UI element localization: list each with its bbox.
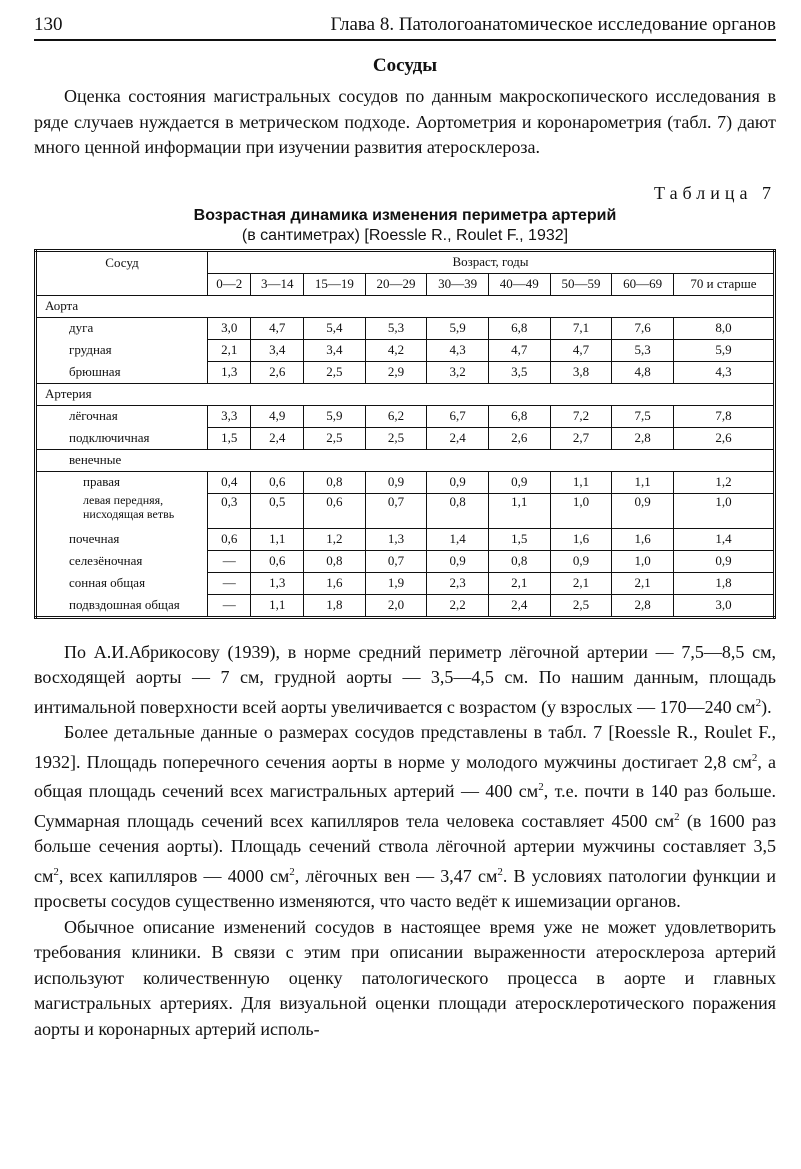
perimeter-value: 2,7	[550, 427, 612, 449]
perimeter-value: 2,5	[550, 594, 612, 617]
perimeter-value: 1,1	[251, 594, 304, 617]
perimeter-value: 2,5	[303, 427, 365, 449]
perimeter-value: 1,4	[427, 528, 489, 550]
perimeter-value: 5,9	[303, 405, 365, 427]
age-group-header: 60—69	[612, 273, 674, 295]
perimeter-value: 2,1	[550, 572, 612, 594]
perimeter-value: 0,4	[208, 471, 251, 493]
perimeter-value: 7,1	[550, 317, 612, 339]
perimeter-value: 0,9	[365, 471, 427, 493]
perimeter-value: 6,8	[488, 317, 550, 339]
perimeter-value: 0,7	[365, 493, 427, 528]
perimeter-value: 0,9	[427, 471, 489, 493]
perimeter-value: 6,7	[427, 405, 489, 427]
group-label: Аорта	[36, 295, 775, 317]
perimeter-value: 3,3	[208, 405, 251, 427]
table-row	[36, 528, 775, 550]
vessel-name: правая	[36, 471, 208, 493]
perimeter-value: 7,8	[673, 405, 774, 427]
vessel-name: почечная	[36, 528, 208, 550]
age-group-header: 70 и старше	[673, 273, 774, 295]
perimeter-value: 3,0	[208, 317, 251, 339]
perimeter-value: 2,1	[612, 572, 674, 594]
vessel-name: селезёночная	[36, 550, 208, 572]
perimeter-value: 3,4	[303, 339, 365, 361]
perimeter-value: 1,6	[612, 528, 674, 550]
perimeter-value: 4,3	[427, 339, 489, 361]
perimeter-value: 3,5	[488, 361, 550, 383]
perimeter-value: 5,3	[365, 317, 427, 339]
section-title: Сосуды	[372, 55, 438, 76]
perimeter-value: 1,0	[612, 550, 674, 572]
age-group-header: 3—14	[251, 273, 304, 295]
perimeter-value: 0,9	[550, 550, 612, 572]
perimeter-value: 1,1	[251, 528, 304, 550]
table-body	[36, 295, 775, 617]
vessel-name: левая передняя, нисходящая ветвь	[36, 493, 208, 528]
perimeter-value: 2,3	[427, 572, 489, 594]
perimeter-value: 0,9	[673, 550, 774, 572]
perimeter-value: 2,5	[365, 427, 427, 449]
page-number: 130	[34, 14, 63, 35]
perimeter-value: 2,4	[427, 427, 489, 449]
chapter-title: Глава 8. Патологоанатомическое исследование органов	[330, 14, 776, 35]
age-group-header: 50—59	[550, 273, 612, 295]
perimeter-value: 2,0	[365, 594, 427, 617]
perimeter-value: 5,9	[673, 339, 774, 361]
perimeter-value: 4,2	[365, 339, 427, 361]
table-row	[36, 572, 775, 594]
table-label: Таблица 7	[654, 182, 776, 203]
perimeter-value: 2,6	[488, 427, 550, 449]
perimeter-value: 1,1	[488, 493, 550, 528]
table-row	[36, 427, 775, 449]
table-row	[36, 317, 775, 339]
perimeter-value: 2,8	[612, 427, 674, 449]
age-column-header: Возраст, годы	[208, 250, 775, 273]
vessel-name: сонная общая	[36, 572, 208, 594]
perimeter-value: 0,9	[612, 493, 674, 528]
vessel-name: лёгочная	[36, 405, 208, 427]
perimeter-value: 5,3	[612, 339, 674, 361]
subgroup-label: венечные	[36, 449, 775, 471]
running-header	[34, 14, 776, 41]
perimeter-value: 1,2	[673, 471, 774, 493]
perimeter-value: —	[208, 550, 251, 572]
perimeter-value: 4,9	[251, 405, 304, 427]
perimeter-value: 1,4	[673, 528, 774, 550]
age-group-header: 15—19	[303, 273, 365, 295]
perimeter-value: 7,5	[612, 405, 674, 427]
table-row	[36, 594, 775, 617]
perimeter-value: 1,1	[550, 471, 612, 493]
table-row	[36, 550, 775, 572]
perimeter-value: 6,2	[365, 405, 427, 427]
perimeter-value: 0,6	[251, 471, 304, 493]
perimeter-value: 2,4	[488, 594, 550, 617]
perimeter-value: 7,2	[550, 405, 612, 427]
perimeter-value: 1,1	[612, 471, 674, 493]
perimeter-value: —	[208, 572, 251, 594]
age-group-header: 30—39	[427, 273, 489, 295]
perimeter-value: 0,9	[427, 550, 489, 572]
age-group-header: 20—29	[365, 273, 427, 295]
perimeter-value: 8,0	[673, 317, 774, 339]
perimeter-value: 7,6	[612, 317, 674, 339]
perimeter-value: 3,4	[251, 339, 304, 361]
perimeter-value: 1,9	[365, 572, 427, 594]
perimeter-value: 2,6	[673, 427, 774, 449]
group-label: Артерия	[36, 383, 775, 405]
perimeter-value: 4,7	[550, 339, 612, 361]
perimeter-value: 3,2	[427, 361, 489, 383]
perimeter-value: 2,9	[365, 361, 427, 383]
paragraph-description: Обычное описание изменений сосудов в настоящее время уже не может удовлетворить требования клиники. В связи с этим при описании выраженности атеросклероза артерий используют количественную оценку патологического процесса в аорте и главных магистральных артериях. Для визуальной оценки площади атеросклеротического поражения аорты и коронарных артерий исполь-	[34, 916, 776, 1039]
perimeter-value: 0,3	[208, 493, 251, 528]
perimeter-value: 2,5	[303, 361, 365, 383]
age-group-header: 40—49	[488, 273, 550, 295]
artery-perimeter-table	[34, 249, 776, 619]
vessel-name: дуга	[36, 317, 208, 339]
perimeter-value: 1,3	[208, 361, 251, 383]
perimeter-value: 0,5	[251, 493, 304, 528]
perimeter-value: 0,7	[365, 550, 427, 572]
perimeter-value: 3,8	[550, 361, 612, 383]
table-row	[36, 361, 775, 383]
perimeter-value: 0,6	[251, 550, 304, 572]
perimeter-value: 6,8	[488, 405, 550, 427]
perimeter-value: 1,5	[208, 427, 251, 449]
perimeter-value: 2,2	[427, 594, 489, 617]
paragraph-abrikosov: По А.И.Абрикосову (1939), в норме средний периметр лёгочной артерии — 7,5—8,5 см, восходящей аорты — 7 см, грудной аорты — 3,5—4,5 см. По нашим данным, площадь интимальной поверхности всей аорты увеличивается с возрастом (у взрослых — 170—240 $см^2$).	[34, 641, 776, 717]
perimeter-value: 5,9	[427, 317, 489, 339]
perimeter-value: 0,9	[488, 471, 550, 493]
perimeter-value: 1,6	[550, 528, 612, 550]
perimeter-value: 0,6	[303, 493, 365, 528]
perimeter-value: 3,0	[673, 594, 774, 617]
perimeter-value: —	[208, 594, 251, 617]
perimeter-value: 4,7	[251, 317, 304, 339]
perimeter-value: 4,3	[673, 361, 774, 383]
perimeter-value: 0,8	[488, 550, 550, 572]
perimeter-value: 2,8	[612, 594, 674, 617]
perimeter-value: 4,8	[612, 361, 674, 383]
table-row	[36, 405, 775, 427]
table-caption: Возрастная динамика изменения периметра артерий	[193, 206, 617, 224]
perimeter-value: 1,3	[365, 528, 427, 550]
perimeter-value: 1,5	[488, 528, 550, 550]
perimeter-value: 2,1	[208, 339, 251, 361]
perimeter-value: 1,0	[550, 493, 612, 528]
age-group-header: 0—2	[208, 273, 251, 295]
vessel-name: подвздошная общая	[36, 594, 208, 617]
perimeter-value: 1,3	[251, 572, 304, 594]
perimeter-value: 0,8	[427, 493, 489, 528]
paragraph-details: Более детальные данные о размерах сосудов представлены в табл. 7 [Roessle R., Roulet F., 1932]. Площадь поперечного сечения аорты в норме у молодого мужчины достигает 2,8 $см^2$, а общая площадь сечений всех магистральных артерий — 400 $см^2$, т.е. почти в 140 раз больше. Суммарная площадь сечений всех капилляров тела человека составляет 4500 $см^2$ (в 1600 раз больше сечения аорты). Площадь сечений ствола лёгочной артерии мужчины составляет 3,5 $см^2$, всех капилляров — 4000 $см^2$, лёгочных вен — 3,47 $см^2$. В условиях патологии функции и просветы сосудов существенно изменяются, что часто ведёт к ишемизации органов.	[34, 722, 777, 911]
table-subcaption: (в сантиметрах) [Roessle R., Roulet F., 1932]	[241, 226, 569, 244]
vessel-name: подключичная	[36, 427, 208, 449]
vessel-column-header: Сосуд	[36, 250, 208, 295]
perimeter-value: 2,6	[251, 361, 304, 383]
perimeter-value: 2,4	[251, 427, 304, 449]
intro-paragraph: Оценка состояния магистральных сосудов по данным макроскопического исследования в ряде случаев нуждается в метрическом подходе. Аортометрия и коронарометрия (табл. 7) дают много ценной информации при изучении развития атеросклероза.	[34, 86, 776, 157]
perimeter-value: 1,6	[303, 572, 365, 594]
perimeter-value: 5,4	[303, 317, 365, 339]
table-row	[36, 339, 775, 361]
perimeter-value: 2,1	[488, 572, 550, 594]
perimeter-value: 0,6	[208, 528, 251, 550]
vessel-name: брюшная	[36, 361, 208, 383]
perimeter-value: 0,8	[303, 471, 365, 493]
document-page	[34, 14, 776, 1042]
perimeter-value: 1,2	[303, 528, 365, 550]
perimeter-value: 1,8	[303, 594, 365, 617]
perimeter-value: 0,8	[303, 550, 365, 572]
table-row	[36, 493, 775, 528]
table-row	[36, 471, 775, 493]
perimeter-value: 4,7	[488, 339, 550, 361]
perimeter-value: 1,0	[673, 493, 774, 528]
vessel-name: грудная	[36, 339, 208, 361]
perimeter-value: 1,8	[673, 572, 774, 594]
